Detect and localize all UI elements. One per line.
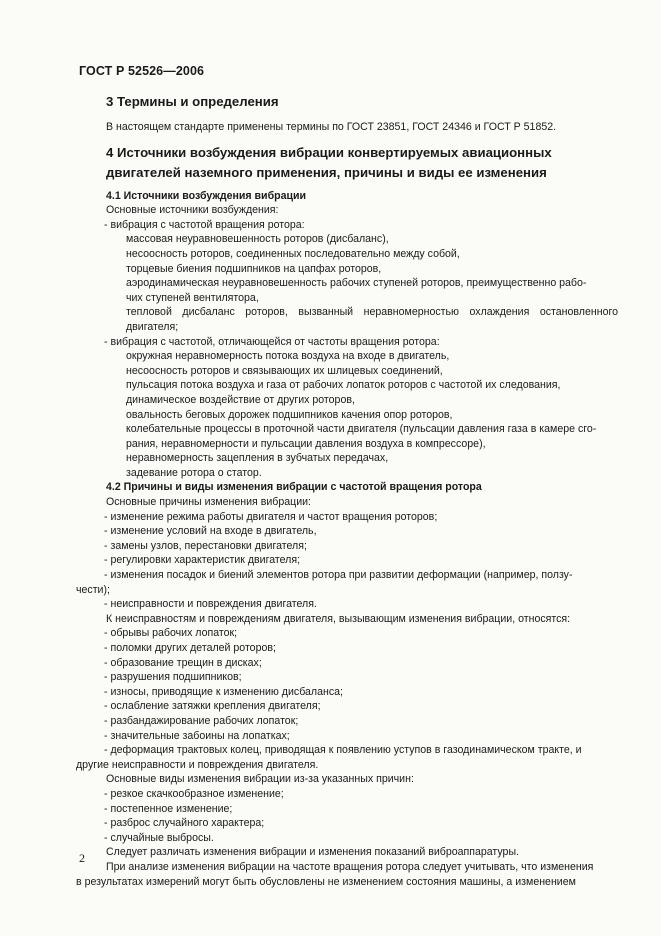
- list-item: массовая неуравновешенность роторов (дисбаланс),: [126, 233, 389, 246]
- list-item: неравномерность зацепления в зубчатых передачах,: [126, 452, 389, 465]
- list-item: - разбандажирование рабочих лопаток;: [104, 714, 299, 727]
- section-4-title-line2: двигателей наземного применения, причины и виды ее изменения: [106, 164, 547, 180]
- standard-header: ГОСТ Р 52526—2006: [79, 64, 205, 78]
- s42-kinds-intro: Основные виды изменения вибрации из-за указанных причин:: [106, 773, 414, 786]
- page-number: 2: [79, 851, 85, 865]
- list-item: двигателя;: [126, 320, 179, 333]
- list-item: - образование трещин в дисках;: [104, 656, 262, 669]
- list-item: несоосность роторов и связывающих их шлицевых соединений,: [126, 364, 443, 377]
- s41-group2: - вибрация с частотой, отличающейся от частоты вращения ротора:: [104, 335, 440, 348]
- list-item: - ослабление затяжки крепления двигателя;: [104, 700, 321, 713]
- list-item: - изменение условий на входе в двигатель,: [104, 525, 317, 538]
- list-item: - значительные забоины на лопатках;: [104, 729, 290, 742]
- list-item: - постепенное изменение;: [104, 802, 233, 815]
- s42-faults-intro: К неисправностям и повреждениям двигателя, вызывающим изменения вибрации, относятся:: [106, 612, 571, 625]
- list-item: овальность беговых дорожек подшипников качения опор роторов,: [126, 408, 453, 421]
- list-item-continuation: чести);: [76, 583, 110, 596]
- list-item: колебательные процессы в проточной части двигателя (пульсации давления газа в камере сго-: [126, 423, 597, 436]
- page-content: [76, 92, 618, 889]
- list-item: - износы, приводящие к изменению дисбаланса;: [104, 685, 343, 698]
- s41-intro: Основные источники возбуждения:: [106, 204, 279, 217]
- s42-analysis-line2: в результатах измерений могут быть обусловлены не изменением состояния машины, а изменением: [76, 875, 576, 888]
- section-4-title-line1: 4 Источники возбуждения вибрации конвертируемых авиационных: [106, 144, 552, 160]
- list-item: - деформация трактовых колец, приводящая к появлению уступов в газодинамическом тракте, и: [104, 744, 582, 757]
- list-item: - резкое скачкообразное изменение;: [104, 787, 284, 800]
- subsection-4-2-title: 4.2 Причины и виды изменения вибрации с частотой вращения ротора: [106, 481, 482, 494]
- s41-group1: - вибрация с частотой вращения ротора:: [104, 218, 305, 231]
- list-item: чих ступеней вентилятора,: [126, 291, 259, 304]
- list-item: динамическое воздействие от других роторов,: [126, 393, 355, 406]
- list-item: рания, неравномерности и пульсации давления воздуха в компрессоре),: [126, 437, 486, 450]
- list-item: - случайные выбросы.: [104, 831, 214, 844]
- section-3-text: В настоящем стандарте применены термины по ГОСТ 23851, ГОСТ 24346 и ГОСТ Р 51852.: [106, 121, 557, 133]
- s42-intro: Основные причины изменения вибрации:: [106, 496, 311, 509]
- list-item: - изменения посадок и биений элементов ротора при развитии деформации (например, ползу-: [104, 569, 573, 582]
- list-item: - разрушения подшипников;: [104, 671, 242, 684]
- list-item: тепловой дисбаланс роторов, вызванный неравномерностью охлаждения остановленного: [126, 306, 618, 319]
- list-item: торцевые биения подшипников на цапфах роторов,: [126, 262, 382, 275]
- list-item: - замены узлов, перестановки двигателя;: [104, 539, 307, 552]
- list-item: аэродинамическая неуравновешенность рабочих ступеней роторов, преимущественно рабо-: [126, 277, 587, 290]
- s42-distinguish: Следует различать изменения вибрации и изменения показаний виброаппаратуры.: [106, 846, 520, 859]
- subsection-4-1-title: 4.1 Источники возбуждения вибрации: [106, 189, 307, 202]
- list-item: окружная неравномерность потока воздуха на входе в двигатель,: [126, 350, 450, 363]
- s42-analysis-line1: При анализе изменения вибрации на частоте вращения ротора следует учитывать, что изменения: [106, 860, 594, 873]
- list-item: несоосность роторов, соединенных последовательно между собой,: [126, 247, 460, 260]
- list-item: - изменение режима работы двигателя и частот вращения роторов;: [104, 510, 438, 523]
- list-item: - разброс случайного характера;: [104, 817, 265, 830]
- list-item: - неисправности и повреждения двигателя.: [104, 598, 317, 611]
- list-item: пульсация потока воздуха и газа от рабочих лопаток роторов с частотой их следования,: [126, 379, 561, 392]
- list-item: - поломки других деталей роторов;: [104, 642, 276, 654]
- list-item: - регулировки характеристик двигателя;: [104, 554, 301, 567]
- section-3-title: 3 Термины и определения: [106, 94, 279, 109]
- list-item-continuation: другие неисправности и повреждения двигателя.: [76, 758, 319, 771]
- list-item: задевание ротора о статор.: [126, 466, 262, 479]
- list-item: - обрывы рабочих лопаток;: [104, 627, 238, 640]
